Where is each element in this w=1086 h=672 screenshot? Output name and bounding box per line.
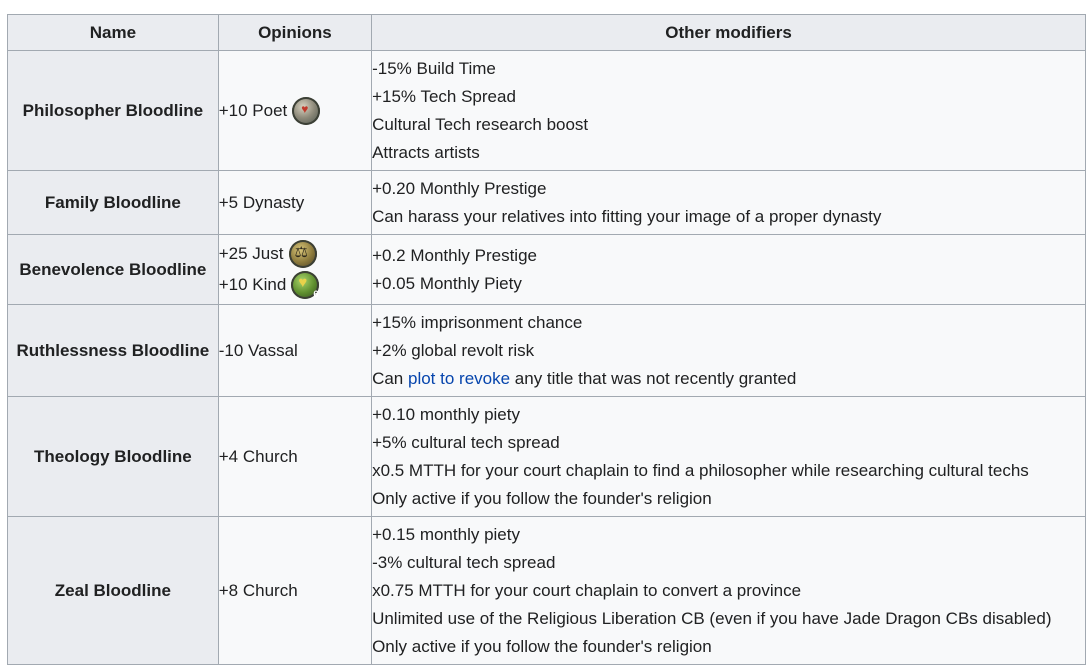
modifier-line: x0.75 MTTH for your court chaplain to convert a province	[372, 580, 802, 600]
modifier-line: -15% Build Time	[372, 58, 496, 78]
modifiers-cell	[372, 517, 1086, 665]
opinion-text: +25 Just	[218, 244, 284, 263]
modifier-line: x0.5 MTTH for your court chaplain to find a philosopher while researching cultural techs	[372, 460, 1029, 480]
opinion-text: +5 Dynasty	[218, 192, 305, 212]
table-row	[8, 51, 1086, 171]
modifier-line: Can harass your relatives into fitting your image of a proper dynasty	[372, 206, 882, 226]
modifier-line: Attracts artists	[372, 142, 480, 162]
table-header-row	[8, 15, 1086, 51]
modifier-line: +0.20 Monthly Prestige	[372, 178, 547, 198]
opinions-cell	[218, 171, 371, 235]
table-row	[8, 517, 1086, 665]
link-line-prefix: Can	[372, 368, 408, 388]
modifier-line: Only active if you follow the founder's religion	[372, 636, 712, 656]
table-row	[8, 171, 1086, 235]
modifier-line: +0.10 monthly piety	[372, 404, 520, 424]
header-opinions[interactable]: Opinions	[218, 15, 371, 51]
modifier-line: +0.2 Monthly Prestige	[372, 245, 537, 265]
modifier-line: +2% global revolt risk	[372, 340, 535, 360]
link-line-suffix: any title that was not recently granted	[510, 368, 797, 388]
modifiers-cell	[372, 305, 1086, 397]
opinion-text: +10 Kind	[218, 275, 287, 294]
table-row	[8, 305, 1086, 397]
table-row	[8, 235, 1086, 305]
bloodline-name: Ruthlessness Bloodline	[8, 305, 219, 397]
bloodline-name: Theology Bloodline	[8, 397, 219, 517]
opinions-cell	[218, 517, 371, 665]
bloodline-name: Benevolence Bloodline	[8, 235, 219, 305]
modifiers-cell	[372, 397, 1086, 517]
just-trait-icon[interactable]	[289, 240, 317, 268]
opinions-cell	[218, 397, 371, 517]
modifier-line: +15% Tech Spread	[372, 86, 516, 106]
opinion-text: -10 Vassal	[218, 340, 298, 360]
modifier-line: +5% cultural tech spread	[372, 432, 560, 452]
bloodline-name: Family Bloodline	[8, 171, 219, 235]
opinions-cell	[218, 305, 371, 397]
modifier-line: +15% imprisonment chance	[372, 312, 583, 332]
bloodline-name: Zeal Bloodline	[8, 517, 219, 665]
modifier-line: -3% cultural tech spread	[372, 552, 556, 572]
modifiers-cell	[372, 235, 1086, 305]
opinion-text: +4 Church	[218, 446, 298, 466]
modifier-line: Only active if you follow the founder's religion	[372, 488, 712, 508]
poet-trait-icon[interactable]	[292, 97, 320, 125]
modifiers-cell	[372, 171, 1086, 235]
kind-trait-icon[interactable]	[291, 271, 319, 299]
trait-level-badge: 6	[313, 289, 319, 299]
opinion-text: +10 Poet	[218, 100, 288, 120]
modifiers-cell	[372, 51, 1086, 171]
opinion-text: +8 Church	[218, 580, 298, 600]
bloodline-name: Philosopher Bloodline	[8, 51, 219, 171]
modifier-line: +0.15 monthly piety	[372, 524, 520, 544]
modifier-line: Unlimited use of the Religious Liberation CB (even if you have Jade Dragon CBs disabled)	[372, 608, 1052, 628]
modifier-line	[372, 365, 1085, 393]
opinions-cell	[218, 51, 371, 171]
table-row	[8, 397, 1086, 517]
header-name[interactable]: Name	[8, 15, 219, 51]
modifier-line: Cultural Tech research boost	[372, 114, 589, 134]
modifier-line: +0.05 Monthly Piety	[372, 273, 522, 293]
plot-to-revoke-link[interactable]: plot to revoke	[408, 368, 511, 388]
bloodlines-table	[7, 14, 1086, 665]
header-other-modifiers[interactable]: Other modifiers	[372, 15, 1086, 51]
opinions-cell	[218, 235, 371, 305]
